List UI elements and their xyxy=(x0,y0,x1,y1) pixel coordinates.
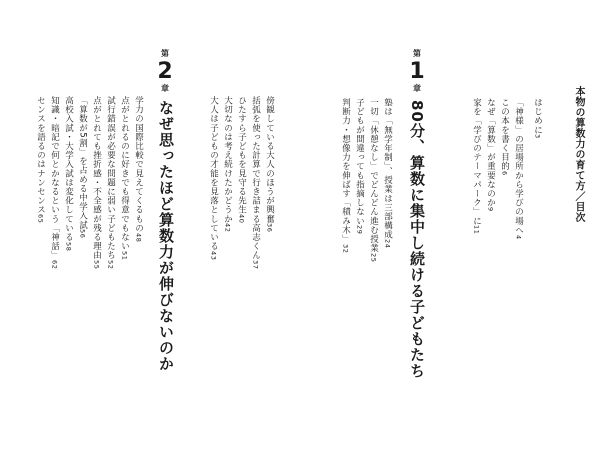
chapter-digit: 1 xyxy=(409,59,425,84)
toc-entry-title: 大人は子どもの才能を見落としている xyxy=(208,96,219,251)
toc-entry-title: 子どもが間違っても指摘しない xyxy=(354,98,365,226)
toc-entry[interactable] xyxy=(237,96,250,224)
toc-entry-page: 43 xyxy=(209,250,218,261)
toc-entry-title: この本を書く目的 xyxy=(499,98,510,171)
toc-entry-title: 大切なのは考え続けたかどうか xyxy=(222,96,233,224)
chapter-prefix: 第 xyxy=(413,49,421,58)
toc-entry-title: センスを語るのはナンセンス xyxy=(35,96,46,215)
toc-entry[interactable] xyxy=(472,98,485,235)
chapter-1-title[interactable]: 80分、算数に集中し続ける子どもたち xyxy=(408,100,426,379)
toc-entry-page: 62 xyxy=(50,259,59,270)
chapter-2-number xyxy=(155,50,175,93)
toc-entry-page: 36 xyxy=(265,223,274,233)
toc-entry-page: 56 xyxy=(78,229,87,239)
toc-entry[interactable] xyxy=(251,96,264,269)
toc-entry[interactable] xyxy=(514,98,527,239)
toc-entry-title: 「神様」の居場所から学びの場へ xyxy=(513,98,524,235)
toc-entry[interactable] xyxy=(223,96,236,233)
toc-entry[interactable] xyxy=(341,98,354,253)
chapter-suffix: 章 xyxy=(413,84,421,93)
toc-entry-title: 点がとれるのに好きでも得意でもない xyxy=(119,96,130,251)
toc-entry[interactable] xyxy=(134,96,147,242)
toc-entry-title: 家を「学びのテーマパーク」に xyxy=(471,98,482,226)
toc-entry-page: 6 xyxy=(500,170,509,176)
chapter-digit: 2 xyxy=(157,59,173,84)
toc-entry-title: ひたすら子どもを見守る先生 xyxy=(236,96,247,215)
toc-entry-title: 高校入試・大学入試は変化している xyxy=(63,96,74,242)
toc-entry-title: 学力の国際比較で見えてくるもの xyxy=(133,96,144,233)
chapter-prefix: 第 xyxy=(161,49,169,58)
toc-entry-title: はじめに xyxy=(532,98,543,135)
toc-entry-page: 25 xyxy=(369,252,378,263)
toc-entry-title: 判断力・想像力を伸ばす「積み木」 xyxy=(340,98,351,244)
toc-entry-page: 4 xyxy=(514,234,523,240)
toc-entry-title: 試行錯誤が必要な問題に弱い子どもたち xyxy=(105,96,116,260)
toc-entry-page: 40 xyxy=(237,214,246,224)
toc-entry-title: 傍観している大人のほうが興奮 xyxy=(264,96,275,224)
toc-entry-title: 一切「休憩なし」でどんどん進む授業 xyxy=(368,98,379,253)
toc-entry[interactable] xyxy=(120,96,133,260)
toc-entry[interactable] xyxy=(265,96,278,233)
toc-entry-page: 51 xyxy=(120,250,129,261)
chapter-2-title[interactable]: なぜ思ったほど算数力が伸びないのか xyxy=(157,100,175,372)
toc-entry-page: 42 xyxy=(223,223,232,233)
toc-entry[interactable] xyxy=(355,98,368,235)
toc-entry-title: 点がとれても挫折感・不全感が残る理由 xyxy=(91,96,102,260)
toc-entry-page: 48 xyxy=(134,232,143,242)
toc-entry-page: 29 xyxy=(355,225,364,235)
chapter-suffix: 章 xyxy=(161,84,169,93)
toc-entry[interactable] xyxy=(369,98,382,262)
toc-entry[interactable] xyxy=(486,98,499,212)
toc-entry-title: 知識・暗記で何とかなるという「神話」 xyxy=(49,96,60,260)
toc-entry[interactable] xyxy=(36,96,49,224)
toc-entry-title: なぜ「算数」が重要なのか xyxy=(485,98,496,208)
toc-entry[interactable] xyxy=(106,96,119,269)
toc-entry-title: 塾は「無学年制」、授業は三部構成 xyxy=(382,98,393,240)
toc-entry[interactable] xyxy=(92,96,105,269)
toc-entry-intro[interactable] xyxy=(533,98,546,139)
page-title: 本物の算数力の育て方／目次 xyxy=(573,86,584,223)
toc-entry-page: 32 xyxy=(341,243,350,254)
toc-entry-page: 24 xyxy=(383,239,392,249)
toc-entry[interactable] xyxy=(64,96,77,251)
toc-entry-page: 52 xyxy=(106,259,115,270)
toc-entry[interactable] xyxy=(383,98,396,249)
toc-entry-page: 58 xyxy=(64,241,73,252)
toc-entry-page: 11 xyxy=(472,225,481,235)
toc-entry[interactable] xyxy=(209,96,222,260)
toc-entry-page: 37 xyxy=(251,259,260,270)
toc-entry[interactable] xyxy=(78,96,91,239)
toc-entry[interactable] xyxy=(50,96,63,269)
toc-entry-page: 9 xyxy=(486,207,495,212)
toc-entry-title: 括弧を使った計算で行き詰まる高志くん xyxy=(250,96,261,260)
toc-entry-page: 3 xyxy=(533,134,542,140)
toc-entry-page: 55 xyxy=(92,259,101,270)
toc-entry-title: 「算数が5割」を占める中学入試 xyxy=(77,96,88,230)
toc-entry[interactable] xyxy=(500,98,513,176)
chapter-1-number xyxy=(407,50,427,93)
toc-entry-page: 65 xyxy=(36,214,45,224)
